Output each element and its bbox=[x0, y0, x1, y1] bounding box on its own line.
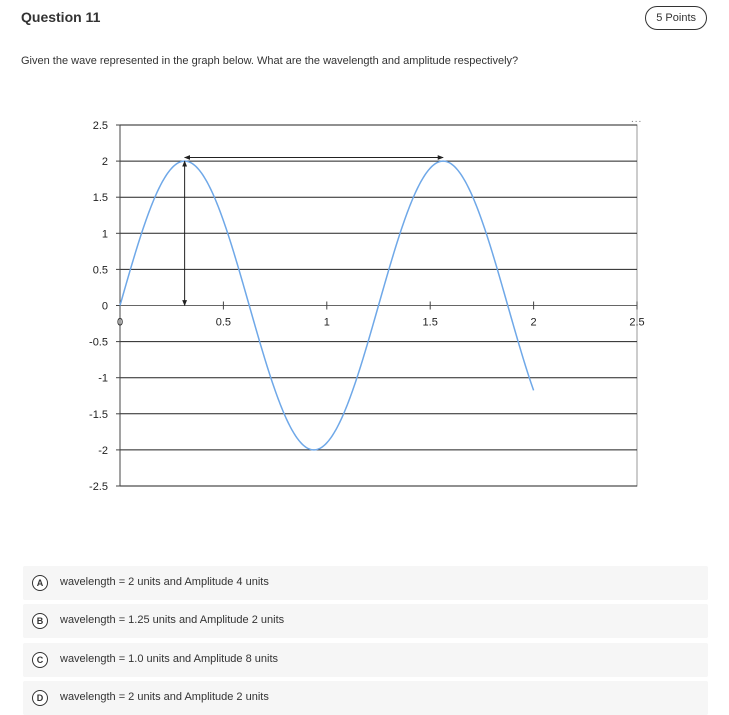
x-tick-label: 0 bbox=[116, 316, 124, 329]
y-tick-label: 2.5 bbox=[92, 120, 108, 132]
x-tick-label: 1 bbox=[323, 316, 330, 329]
choice-letter: A bbox=[32, 575, 48, 591]
y-tick-label: 2 bbox=[101, 156, 108, 169]
choice-text: wavelength = 2 units and Amplitude 4 units bbox=[60, 576, 269, 588]
y-tick-label: -2.5 bbox=[89, 481, 108, 493]
y-tick-label: -0.5 bbox=[89, 336, 108, 349]
choice-b[interactable] bbox=[23, 604, 708, 638]
y-tick-label: -2 bbox=[98, 444, 108, 457]
points-badge: 5 Points bbox=[645, 6, 707, 30]
choice-text: wavelength = 2 units and Amplitude 2 units bbox=[60, 691, 269, 703]
choice-letter: C bbox=[32, 652, 48, 668]
x-tick-label: 2.5 bbox=[629, 316, 645, 329]
wave-chart bbox=[0, 100, 729, 500]
choice-text: wavelength = 1.25 units and Amplitude 2 units bbox=[60, 614, 285, 626]
y-tick-label: -1 bbox=[98, 372, 108, 385]
choice-letter: B bbox=[32, 613, 48, 629]
choice-d[interactable] bbox=[23, 681, 708, 715]
y-tick-label: 1.5 bbox=[92, 192, 108, 205]
y-tick-label: -1.5 bbox=[89, 408, 108, 421]
x-tick-label: 0.5 bbox=[215, 316, 232, 329]
choice-letter: D bbox=[32, 690, 48, 706]
more-options-icon[interactable]: ... bbox=[631, 114, 643, 125]
question-prompt: Given the wave represented in the graph below. What are the wavelength and amplitude respectively? bbox=[21, 55, 519, 67]
y-tick-label: 1 bbox=[101, 228, 108, 241]
y-tick-label: 0.5 bbox=[92, 264, 108, 277]
x-tick-label: 1.5 bbox=[422, 316, 438, 329]
y-tick-label: 0 bbox=[101, 300, 108, 313]
choice-text: wavelength = 1.0 units and Amplitude 8 units bbox=[60, 653, 279, 665]
question-title: Question 11 bbox=[21, 9, 101, 25]
choice-c[interactable] bbox=[23, 643, 708, 677]
x-tick-label: 2 bbox=[530, 316, 537, 329]
choice-a[interactable] bbox=[23, 566, 708, 600]
